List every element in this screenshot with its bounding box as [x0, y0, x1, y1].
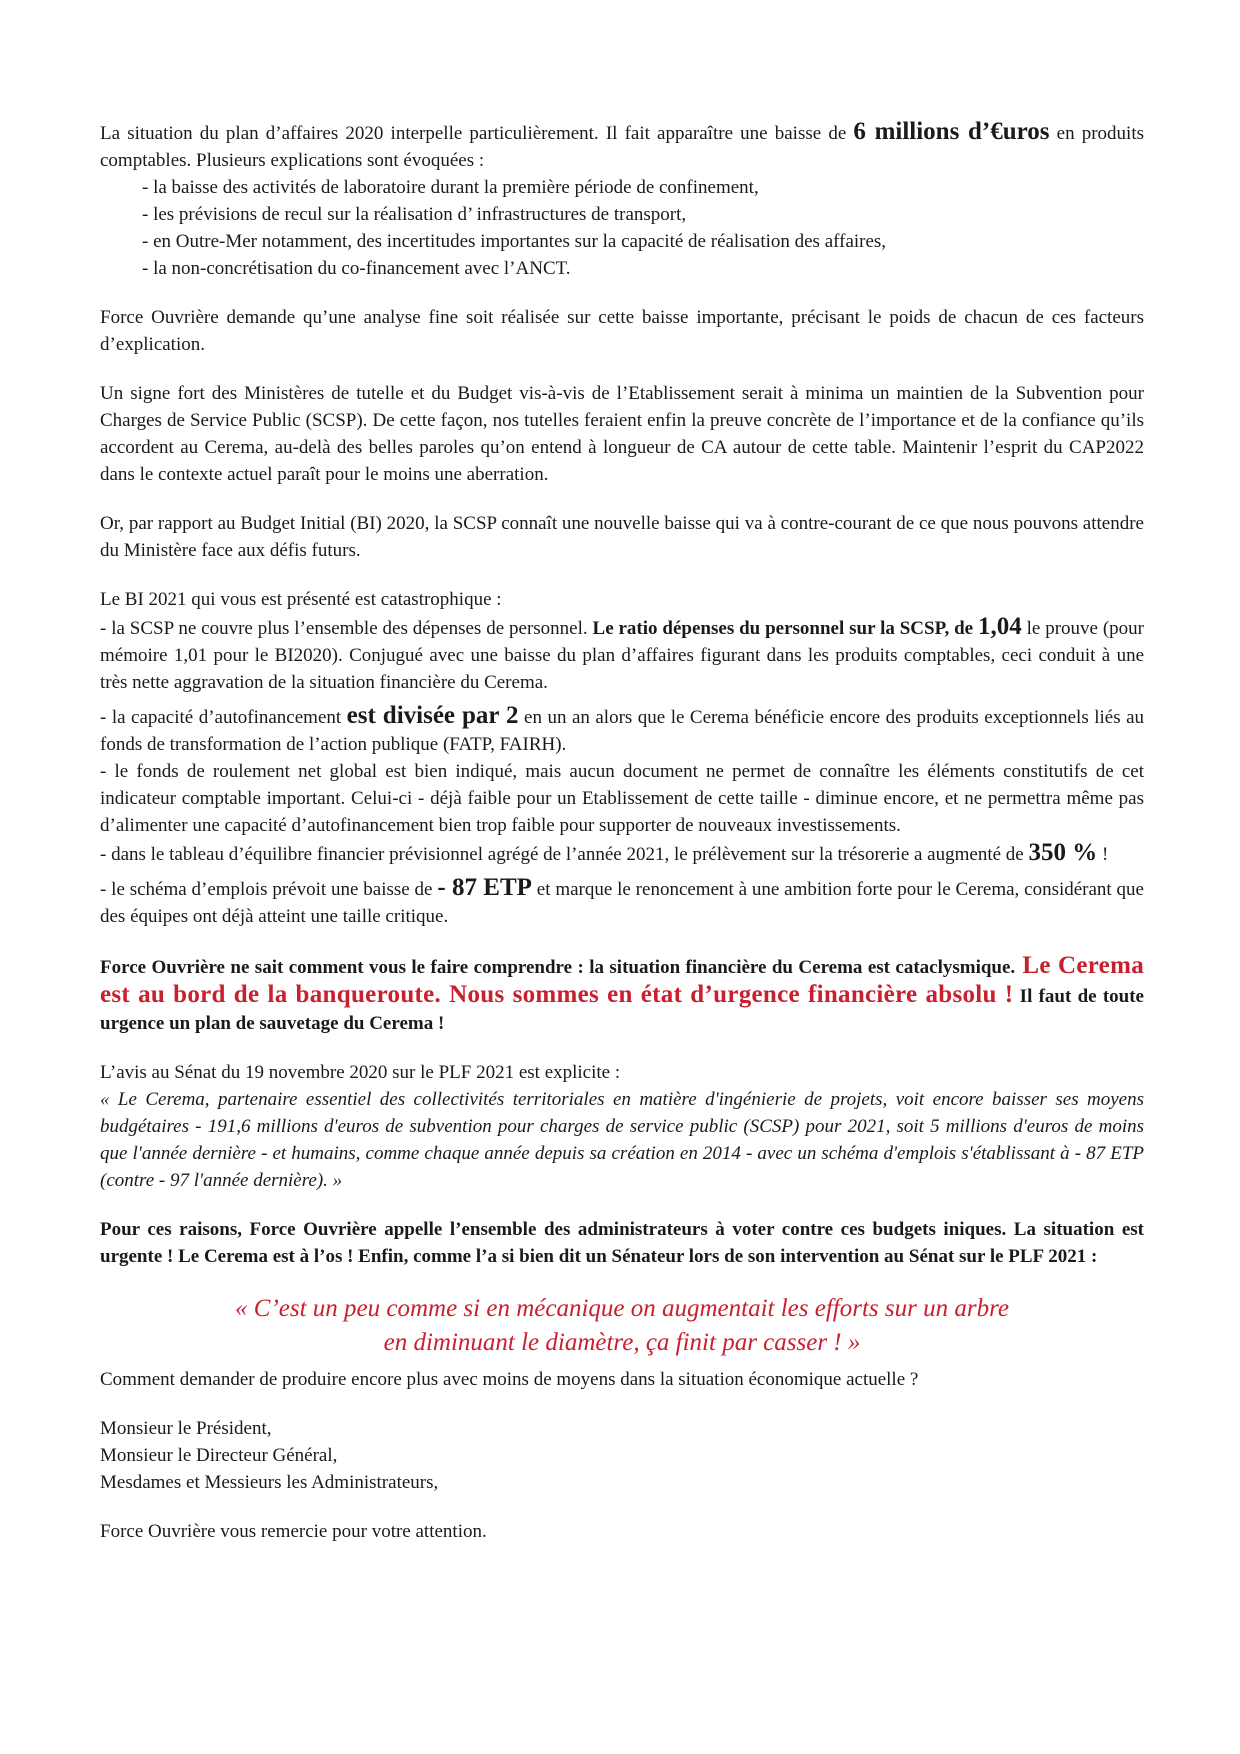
item-text: - la SCSP ne couvre plus l’ensemble des dépenses de personnel.	[100, 618, 593, 639]
bi2021-item-fonds-roulement: - le fonds de roulement net global est bien indiqué, mais aucun document ne permet de connaître les éléments constitutifs de cet indicateur comptable important. Celui-ci - déjà faible pour un Etablissement de cette taille - diminue encore, et ne permettra même pas d’alimenter une capacité d’autofinancement bien trop faible pour supporter de nouveaux investissements.	[100, 761, 1144, 836]
senat-quote: « Le Cerema, partenaire essentiel des collectivités territoriales en matière d'ingénierie de projets, voit encore baisser ses moyens budgétaires - 191,6 millions d'euros de subvention pour charges de service public (SCSP) pour 2021, soit 5 millions d'euros de moins que l'année dernière - et humains, comme chaque année depuis sa création en 2014 - avec un schéma d'emplois s'établissant à - 87 ETP (contre - 97 l'année dernière). »	[100, 1089, 1144, 1191]
analysis-paragraph: Force Ouvrière demande qu’une analyse fine soit réalisée sur cette baisse importante, précisant le poids de chacun de ces facteurs d’explication.	[100, 307, 1144, 355]
item-text: - dans le tableau d’équilibre financier prévisionnel agrégé de l’année 2021, le prélèvement sur la trésorerie a augmenté de	[100, 844, 1029, 865]
senator-quote-line: « C’est un peu comme si en mécanique on augmentait les efforts sur un arbre	[235, 1295, 1009, 1322]
bi2021-item-etp	[100, 874, 1144, 930]
bi2021-item-ratio	[100, 613, 1144, 696]
intro-text-after: en produits comptables. Plusieurs explications sont évoquées :	[100, 123, 1145, 171]
alert-bold-text: Force Ouvrière ne sait comment vous le faire comprendre : la situation financière du Cerema est cataclysmique.	[100, 957, 1016, 978]
intro-bullet-list	[100, 174, 1144, 282]
bi2021-heading: Le BI 2021 qui vous est présenté est catastrophique :	[100, 589, 502, 610]
intro-paragraph	[100, 118, 1144, 174]
bullet-item: - la baisse des activités de laboratoire durant la première période de confinement,	[142, 177, 759, 198]
document-page	[100, 118, 1144, 1545]
call-to-vote-paragraph: Pour ces raisons, Force Ouvrière appelle l’ensemble des administrateurs à voter contre ces budgets iniques. La situation est urgente ! Le Cerema est à l’os ! Enfin, comme l’a si bien dit un Sénateur lors de son intervention au Sénat sur le PLF 2021 :	[100, 1219, 1144, 1267]
salutation-line: Monsieur le Président,	[100, 1418, 272, 1439]
bi2021-item-autofinancement	[100, 702, 1144, 758]
senator-quote	[100, 1292, 1144, 1360]
senator-quote-line: en diminuant le diamètre, ça finit par casser ! »	[383, 1329, 861, 1356]
alert-red-text: Le Cerema est au bord de la banqueroute. Nous sommes en état d’urgence financière absolu !	[100, 952, 1144, 1008]
salutation-line: Mesdames et Messieurs les Administrateurs,	[100, 1472, 439, 1493]
item-text: et marque le renoncement à une ambition forte pour le Cerema, considérant que des équipes ont déjà atteint une taille critique.	[100, 879, 1144, 927]
bullet-item: - les prévisions de recul sur la réalisation d’ infrastructures de transport,	[142, 204, 687, 225]
alert-paragraph	[100, 952, 1144, 1037]
bullet-item: - la non-concrétisation du co-financement avec l’ANCT.	[142, 258, 571, 279]
salutation-block	[100, 1415, 1144, 1496]
alert-bold-tail: Il faut de toute urgence un plan de sauvetage du Cerema !	[100, 986, 1144, 1034]
percent-350: 350 %	[1028, 839, 1098, 866]
divisee-par-2: est divisée par 2	[346, 702, 519, 729]
ratio-value: 1,04	[977, 613, 1022, 640]
ratio-bold-text: Le ratio dépenses du personnel sur la SCSP, de	[592, 618, 978, 639]
item-text: !	[1097, 844, 1109, 865]
salutation-line: Monsieur le Directeur Général,	[100, 1445, 338, 1466]
bi2021-item-tresorerie	[100, 839, 1144, 868]
item-text: le prouve (pour mémoire 1,01 pour le BI2020). Conjugué avec une baisse du plan d’affaires figurant dans les produits comptables, ceci conduit à une très nette aggravation de la situation financière du Cerema.	[100, 618, 1145, 693]
signe-fort-paragraph: Un signe fort des Ministères de tutelle et du Budget vis-à-vis de l’Etablissement serait à minima un maintien de la Subvention pour Charges de Service Public (SCSP). De cette façon, nos tutelles feraient enfin la preuve concrète de l’importance et de la confiance qu’ils accordent au Cerema, au-delà des belles paroles qu’on entend à longueur de CA autour de cette table. Maintenir l’esprit du CAP2022 dans le contexte actuel paraît pour le moins une aberration.	[100, 383, 1144, 485]
item-text: - le schéma d’emplois prévoit une baisse de	[100, 879, 438, 900]
intro-text: La situation du plan d’affaires 2020 interpelle particulièrement. Il fait apparaître une baisse de	[100, 123, 854, 144]
bullet-item: - en Outre-Mer notamment, des incertitudes importantes sur la capacité de réalisation des affaires,	[142, 231, 887, 252]
item-text: - la capacité d’autofinancement	[100, 707, 347, 728]
senat-intro: L’avis au Sénat du 19 novembre 2020 sur le PLF 2021 est explicite :	[100, 1062, 621, 1083]
bi2020-paragraph: Or, par rapport au Budget Initial (BI) 2020, la SCSP connaît une nouvelle baisse qui va à contre-courant de ce que nous pouvons attendre du Ministère face aux défis futurs.	[100, 513, 1144, 561]
closing-line: Force Ouvrière vous remercie pour votre attention.	[100, 1521, 487, 1542]
question-paragraph: Comment demander de produire encore plus avec moins de moyens dans la situation économique actuelle ?	[100, 1369, 919, 1390]
highlight-6-millions: 6 millions d’€uros	[853, 118, 1050, 145]
item-text: en un an alors que le Cerema bénéficie encore des produits exceptionnels liés au fonds de transformation de l’action publique (FATP, FAIRH).	[100, 707, 1145, 755]
etp-value: - 87 ETP	[437, 874, 532, 901]
